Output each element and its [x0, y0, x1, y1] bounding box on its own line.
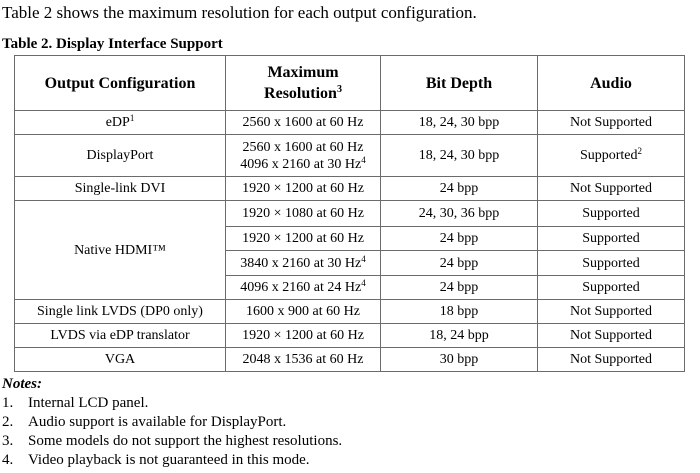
- footnote-ref: 4: [361, 253, 366, 264]
- cell-bit-depth: 18 bpp: [381, 300, 538, 324]
- notes-section: [2, 375, 342, 470]
- table-row-displayport: [15, 135, 685, 177]
- cell-resolution: [226, 227, 381, 251]
- table-row-vga: [15, 348, 685, 372]
- cell-bit-depth: 24 bpp: [381, 227, 538, 251]
- cell-bit-depth: 18, 24, 30 bpp: [381, 135, 538, 177]
- cell-resolution: [226, 251, 381, 276]
- notes-title: Notes:: [2, 376, 42, 392]
- display-interface-table: [14, 55, 685, 372]
- table-header-row: [15, 56, 685, 111]
- header-bit-depth: Bit Depth: [381, 56, 538, 111]
- cell-bit-depth: 18, 24 bpp: [381, 324, 538, 348]
- cell-bit-depth: 24, 30, 36 bpp: [381, 201, 538, 227]
- cell-audio: Not Supported: [538, 348, 685, 372]
- cell-config-text: eDP: [105, 115, 130, 130]
- cell-resolution: [226, 276, 381, 300]
- note-number: 3.: [2, 433, 14, 449]
- cell-bit-depth: 24 bpp: [381, 177, 538, 201]
- cell-audio: Supported: [538, 251, 685, 276]
- cell-bit-depth: 18, 24, 30 bpp: [381, 111, 538, 135]
- footnote-ref: 4: [361, 278, 366, 288]
- table-row-single-link-dvi: [15, 177, 685, 201]
- table-row-edp: [15, 111, 685, 135]
- intro-text: Table 2 shows the maximum resolution for each output configuration.: [2, 3, 477, 22]
- cell-resolution: 1920 × 1200 at 60 Hz: [226, 177, 381, 201]
- cell-resolution: 1600 x 900 at 60 Hz: [226, 300, 381, 324]
- cell-audio: Supported: [538, 276, 685, 300]
- cell-config: Native HDMI™: [15, 201, 226, 300]
- note-number: 2.: [2, 414, 14, 430]
- note-text: Internal LCD panel.: [28, 395, 149, 411]
- cell-resolution: 1920 × 1200 at 60 Hz: [226, 324, 381, 348]
- note-item: [2, 413, 342, 432]
- footnote-ref: 1: [129, 113, 135, 123]
- cell-resolution-text: 1920 × 1200 at 60 Hz: [242, 231, 364, 246]
- cell-config: LVDS via eDP translator: [15, 324, 226, 348]
- cell-config: DisplayPort: [15, 135, 226, 177]
- cell-audio: [538, 135, 685, 177]
- note-item: [2, 394, 342, 413]
- note-text: Video playback is not guaranteed in this mode.: [28, 452, 310, 468]
- table-caption: Table 2. Display Interface Support: [2, 36, 223, 52]
- cell-audio-text: Supported: [579, 148, 638, 163]
- cell-audio: Not Supported: [538, 324, 685, 348]
- cell-resolution-text: 3840 x 2160 at 30 Hz: [240, 255, 362, 271]
- cell-audio: Supported: [538, 201, 685, 227]
- cell-audio: Not Supported: [538, 300, 685, 324]
- header-res-line2: Resolution: [264, 85, 337, 102]
- cell-config: Single link LVDS (DP0 only): [15, 300, 226, 324]
- header-output-configuration: Output Configuration: [15, 56, 226, 111]
- cell-resolution-line1: 2560 x 1600 at 60 Hz: [242, 139, 364, 155]
- header-audio: Audio: [538, 56, 685, 111]
- cell-resolution: [226, 135, 381, 177]
- cell-audio: Not Supported: [538, 111, 685, 135]
- cell-bit-depth: 30 bpp: [381, 348, 538, 372]
- footnote-ref: 2: [637, 146, 643, 156]
- cell-resolution-text: 1920 × 1080 at 60 Hz: [242, 206, 364, 221]
- cell-bit-depth: 24 bpp: [381, 276, 538, 300]
- note-item: [2, 432, 342, 451]
- cell-audio: Supported: [538, 227, 685, 251]
- header-maximum-resolution: [226, 56, 381, 111]
- cell-resolution: [226, 201, 381, 227]
- table-row-single-link-lvds: [15, 300, 685, 324]
- note-number: 4.: [2, 452, 14, 468]
- table-row-lvds-via-edp: [15, 324, 685, 348]
- note-text: Some models do not support the highest resolutions.: [28, 433, 343, 449]
- cell-audio: Not Supported: [538, 177, 685, 201]
- note-item: [2, 451, 342, 470]
- cell-resolution: 2560 x 1600 at 60 Hz: [226, 111, 381, 135]
- header-res-sup: 3: [336, 84, 342, 95]
- cell-resolution-text: 4096 x 2160 at 24 Hz: [240, 280, 362, 295]
- cell-resolution: 2048 x 1536 at 60 Hz: [226, 348, 381, 372]
- cell-config: Single-link DVI: [15, 177, 226, 201]
- cell-config: VGA: [15, 348, 226, 372]
- note-number: 1.: [2, 395, 14, 411]
- header-res-line1: Maximum: [267, 64, 339, 81]
- footnote-ref: 4: [361, 154, 366, 165]
- cell-resolution-line2: 4096 x 2160 at 30 Hz: [240, 156, 362, 172]
- cell-config: [15, 111, 226, 135]
- cell-bit-depth: 24 bpp: [381, 251, 538, 276]
- table-row-native-hdmi: [15, 201, 685, 227]
- note-text: Audio support is available for DisplayPort.: [28, 414, 287, 430]
